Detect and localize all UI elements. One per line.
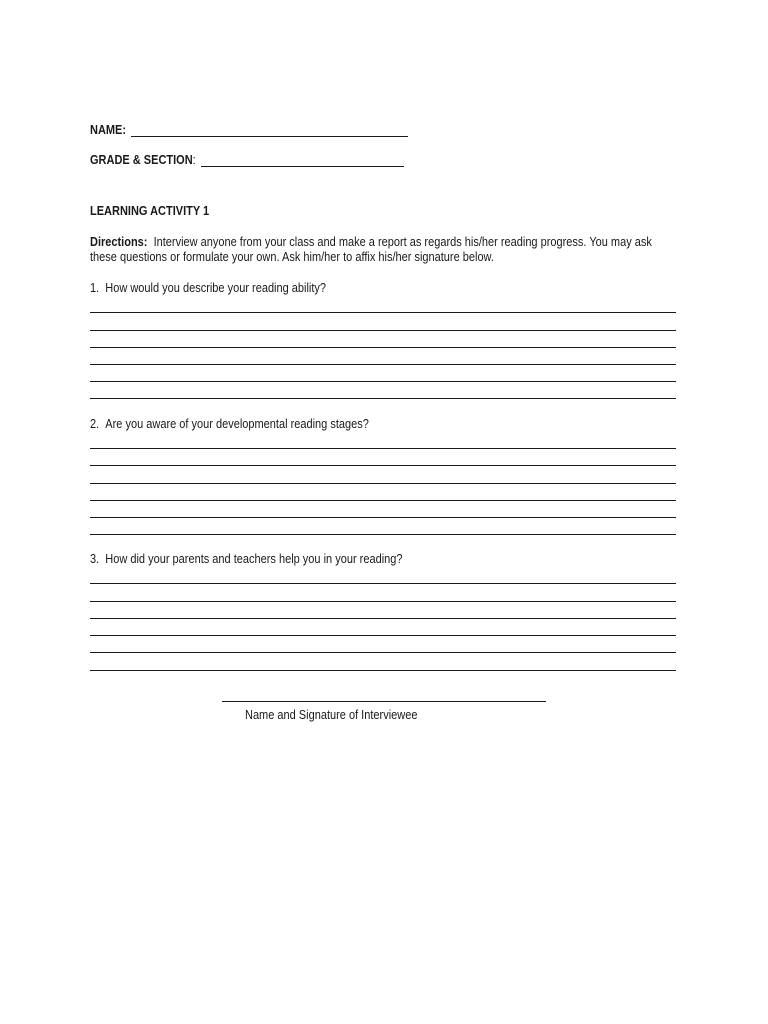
question-1-text: How would you describe your reading ability? [105, 281, 327, 295]
grade-section-colon: : [192, 153, 196, 167]
directions-line-1 [90, 235, 652, 250]
grade-section-field-line[interactable] [201, 166, 404, 167]
name-field-line[interactable] [131, 136, 408, 137]
answer-1-line-3[interactable] [90, 347, 676, 348]
question-3 [90, 552, 402, 567]
directions-line-2: these questions or formulate your own. Ask him/her to affix his/her signature below. [90, 250, 494, 264]
signature-caption: Name and Signature of Interviewee [245, 708, 418, 722]
answer-1-line-5[interactable] [90, 381, 676, 382]
answer-2-line-6[interactable] [90, 534, 676, 535]
answer-3-line-3[interactable] [90, 618, 676, 619]
answer-2-line-3[interactable] [90, 483, 676, 484]
activity-title: LEARNING ACTIVITY 1 [90, 204, 210, 218]
question-1-number: 1. [90, 281, 100, 295]
answer-1-line-4[interactable] [90, 364, 676, 365]
question-1 [90, 281, 326, 296]
grade-section-label-text: GRADE & SECTION [90, 153, 193, 167]
answer-2-line-4[interactable] [90, 500, 676, 501]
answer-1-line-1[interactable] [90, 312, 676, 313]
question-2 [90, 417, 369, 432]
answer-2-line-2[interactable] [90, 465, 676, 466]
answer-1-line-6[interactable] [90, 398, 676, 399]
question-3-text: How did your parents and teachers help you in your reading? [105, 552, 403, 566]
grade-section-label [90, 153, 196, 168]
answer-2-line-5[interactable] [90, 517, 676, 518]
directions-label: Directions: [90, 235, 148, 249]
answer-2-line-1[interactable] [90, 448, 676, 449]
question-2-number: 2. [90, 417, 100, 431]
answer-3-line-6[interactable] [90, 670, 676, 671]
question-2-text: Are you aware of your developmental reading stages? [105, 417, 369, 431]
answer-1-line-2[interactable] [90, 330, 676, 331]
answer-3-line-4[interactable] [90, 635, 676, 636]
answer-3-line-1[interactable] [90, 583, 676, 584]
question-3-number: 3. [90, 552, 100, 566]
signature-line[interactable] [222, 701, 546, 702]
answer-3-line-2[interactable] [90, 601, 676, 602]
directions-text-1: Interview anyone from your class and make a report as regards his/her reading progress. You may ask [153, 235, 652, 249]
answer-3-line-5[interactable] [90, 652, 676, 653]
name-label: NAME: [90, 123, 127, 137]
